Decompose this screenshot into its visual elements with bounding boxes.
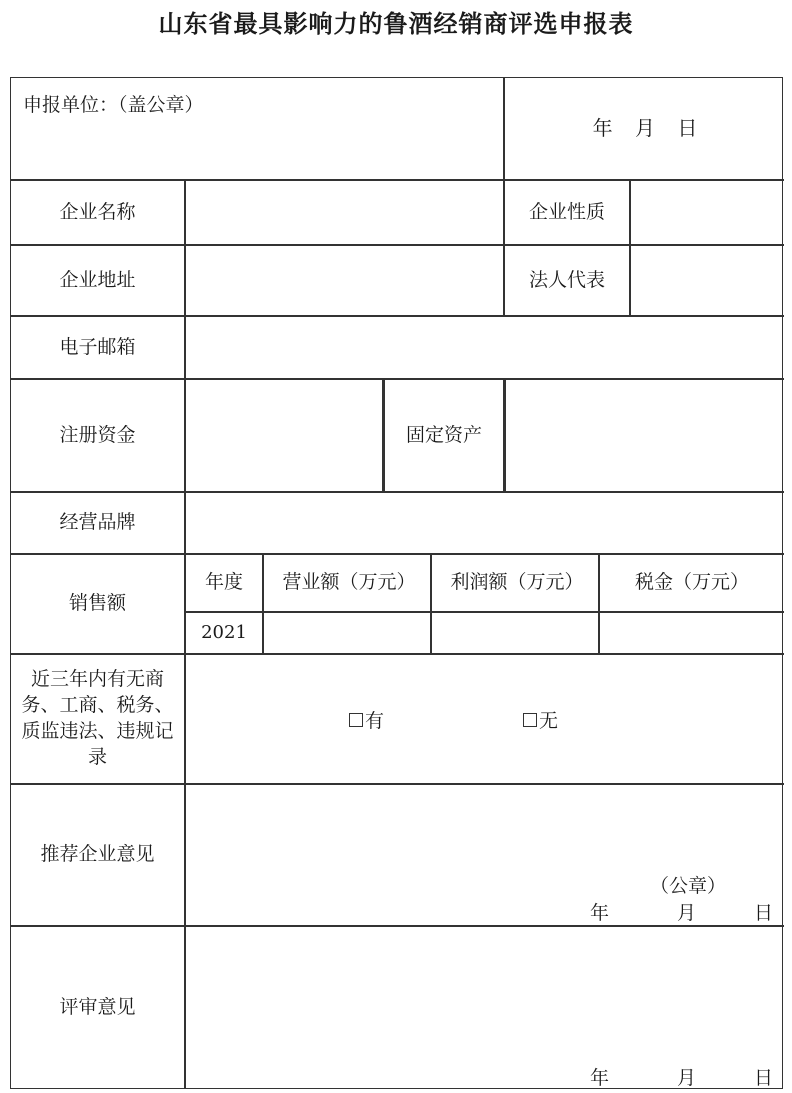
sales-year-header: 年度 <box>204 571 243 593</box>
review-day: 日 <box>754 1067 774 1089</box>
recommend-year: 年 <box>590 902 610 924</box>
form-table <box>10 77 783 1089</box>
option-no-label: 无 <box>539 710 559 732</box>
sales-year-value: 2021 <box>201 621 247 643</box>
violations-label: 近三年内有无商务、工商、税务、质监违法、违规记录 <box>21 668 174 768</box>
registered-capital-label: 注册资金 <box>59 423 136 446</box>
fixed-assets-field[interactable] <box>506 378 784 491</box>
sales-revenue-header: 营业额（万元） <box>282 571 416 593</box>
brands-label: 经营品牌 <box>59 511 136 533</box>
review-year: 年 <box>590 1067 610 1089</box>
company-name-label: 企业名称 <box>59 200 136 223</box>
recommend-seal: （公章） <box>650 875 727 897</box>
email-label: 电子邮箱 <box>59 335 136 358</box>
sales-tax-field[interactable] <box>600 612 784 653</box>
sales-profit-field[interactable] <box>432 612 598 653</box>
sales-profit-header: 利润额（万元） <box>450 571 584 593</box>
sales-revenue-field[interactable] <box>264 612 430 653</box>
recommend-month: 月 <box>677 902 697 924</box>
legal-rep-label: 法人代表 <box>528 268 605 291</box>
brands-field[interactable] <box>186 491 784 553</box>
review-month: 月 <box>677 1067 697 1089</box>
option-yes[interactable] <box>349 706 384 733</box>
review-label: 评审意见 <box>59 996 136 1018</box>
fixed-assets-label: 固定资产 <box>405 423 482 446</box>
sales-label: 销售额 <box>68 592 126 614</box>
form-title: 山东省最具影响力的鲁酒经销商评选申报表 <box>158 10 634 38</box>
registered-capital-field[interactable] <box>186 378 382 491</box>
applicant-unit-label: 申报单位：（盖公章） <box>23 94 204 116</box>
company-name-field[interactable] <box>186 179 503 244</box>
sales-tax-header: 税金（万元） <box>634 571 749 593</box>
option-no[interactable] <box>523 706 558 733</box>
legal-rep-field[interactable] <box>631 244 784 315</box>
company-address-field[interactable] <box>186 244 503 315</box>
option-yes-label: 有 <box>365 710 385 732</box>
header-date: 年 月 日 <box>592 116 698 140</box>
company-nature-field[interactable] <box>631 179 784 244</box>
checkbox-yes-icon[interactable] <box>349 713 363 727</box>
checkbox-no-icon[interactable] <box>523 713 537 727</box>
company-address-label: 企业地址 <box>59 268 136 291</box>
email-field[interactable] <box>186 315 784 378</box>
company-nature-label: 企业性质 <box>528 200 605 223</box>
recommend-day: 日 <box>754 902 774 924</box>
recommend-label: 推荐企业意见 <box>40 843 155 865</box>
